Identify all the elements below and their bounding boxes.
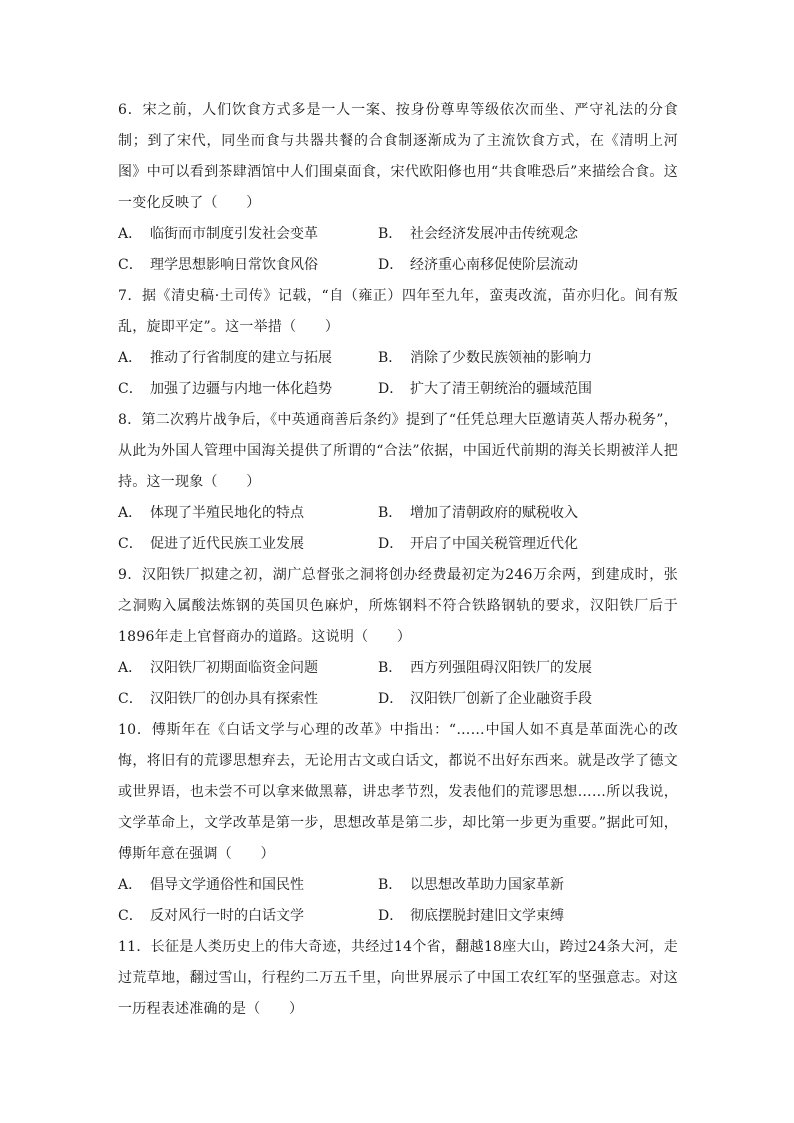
question-10 bbox=[118, 715, 678, 932]
option-c[interactable] bbox=[118, 901, 378, 932]
option-text: 消除了少数民族领袖的影响力 bbox=[410, 350, 592, 366]
option-grid bbox=[118, 498, 678, 560]
option-text: 增加了清朝政府的赋税收入 bbox=[410, 505, 578, 521]
option-letter: D． bbox=[378, 381, 404, 397]
option-a[interactable] bbox=[118, 343, 378, 374]
option-a[interactable] bbox=[118, 219, 378, 250]
option-c[interactable] bbox=[118, 529, 378, 560]
option-letter: C． bbox=[118, 536, 143, 552]
option-c[interactable] bbox=[118, 374, 378, 405]
question-stem: 7．据《清史稿·土司传》记载，“自（雍正）四年至九年，蛮夷改流，苗亦归化。间有叛乱，旋即平定”。这一举措（ ） bbox=[118, 288, 678, 335]
question-6 bbox=[118, 95, 678, 281]
question-list bbox=[118, 95, 678, 1025]
option-letter: C． bbox=[118, 691, 143, 707]
question-7 bbox=[118, 281, 678, 405]
option-text: 促进了近代民族工业发展 bbox=[150, 536, 304, 552]
question-stem: 10．傅斯年在《白话文学与心理的改革》中指出：“……中国人如不真是革面洗心的改悔，将旧有的荒谬思想弃去，无论用古文或白话文，都说不出好东西来。就是改学了德文或世界语，也未尝不可以拿来做黑幕，讲忠孝节烈，发表他们的荒谬思想……所以我说，文学革命上，文学改革是第一步，思想改革是第二步，却比第一步更为重要。”据此可知，傅斯年意在强调（ ） bbox=[118, 722, 678, 862]
option-letter: D． bbox=[378, 691, 404, 707]
question-9 bbox=[118, 560, 678, 715]
option-text: 社会经济发展冲击传统观念 bbox=[410, 226, 578, 242]
option-b[interactable] bbox=[378, 498, 678, 529]
option-letter: D． bbox=[378, 908, 404, 924]
option-text: 理学思想影响日常饮食风俗 bbox=[150, 257, 318, 273]
option-letter: B． bbox=[378, 877, 403, 893]
option-text: 以思想改革助力国家革新 bbox=[410, 877, 564, 893]
option-d[interactable] bbox=[378, 684, 678, 715]
question-stem: 8．第二次鸦片战争后，《中英通商善后条约》提到了“任凭总理大臣邀请英人帮办税务”，从此为外国人管理中国海关提供了所谓的“合法”依据，中国近代前期的海关长期被洋人把持。这一现象（ ） bbox=[118, 412, 678, 490]
option-letter: A． bbox=[118, 877, 143, 893]
option-letter: C． bbox=[118, 257, 143, 273]
option-text: 扩大了清王朝统治的疆域范围 bbox=[410, 381, 592, 397]
option-letter: B． bbox=[378, 350, 403, 366]
option-grid bbox=[118, 343, 678, 405]
option-letter: B． bbox=[378, 505, 403, 521]
option-letter: A． bbox=[118, 226, 143, 242]
question-stem: 6．宋之前，人们饮食方式多是一人一案、按身份尊卑等级依次而坐、严守礼法的分食制；到了宋代，同坐而食与共器共餐的合食制逐渐成为了主流饮食方式，在《清明上河图》中可以看到茶肆酒馆中人们围桌面食，宋代欧阳修也用“共食唯恐后”来描绘合食。这一变化反映了（ ） bbox=[118, 102, 678, 211]
option-c[interactable] bbox=[118, 684, 378, 715]
option-text: 加强了边疆与内地一体化趋势 bbox=[150, 381, 332, 397]
option-c[interactable] bbox=[118, 250, 378, 281]
option-text: 西方列强阻碍汉阳铁厂的发展 bbox=[410, 660, 592, 676]
option-letter: B． bbox=[378, 660, 403, 676]
option-letter: D． bbox=[378, 536, 404, 552]
question-stem: 9．汉阳铁厂拟建之初，湖广总督张之洞将创办经费最初定为246万余两，到建成时，张之洞购入属酸法炼钢的英国贝色麻炉，所炼钢料不符合铁路钢轨的要求，汉阳铁厂后于1896年走上官督商办的道路。这说明（ ） bbox=[118, 567, 678, 645]
option-grid bbox=[118, 219, 678, 281]
option-text: 经济重心南移促使阶层流动 bbox=[410, 257, 578, 273]
option-a[interactable] bbox=[118, 498, 378, 529]
option-a[interactable] bbox=[118, 653, 378, 684]
option-letter: C． bbox=[118, 381, 143, 397]
option-text: 倡导文学通俗性和国民性 bbox=[150, 877, 304, 893]
option-text: 汉阳铁厂初期面临资金问题 bbox=[150, 660, 318, 676]
option-text: 体现了半殖民地化的特点 bbox=[150, 505, 304, 521]
option-grid bbox=[118, 870, 678, 932]
option-letter: A． bbox=[118, 350, 143, 366]
option-letter: B． bbox=[378, 226, 403, 242]
option-text: 反对风行一时的白话文学 bbox=[150, 908, 304, 924]
option-d[interactable] bbox=[378, 250, 678, 281]
option-text: 临街而市制度引发社会变革 bbox=[150, 226, 318, 242]
option-letter: A． bbox=[118, 660, 143, 676]
option-b[interactable] bbox=[378, 343, 678, 374]
option-text: 汉阳铁厂创新了企业融资手段 bbox=[410, 691, 592, 707]
question-8 bbox=[118, 405, 678, 560]
option-letter: A． bbox=[118, 505, 143, 521]
option-text: 推动了行省制度的建立与拓展 bbox=[150, 350, 332, 366]
option-letter: D． bbox=[378, 257, 404, 273]
option-d[interactable] bbox=[378, 374, 678, 405]
option-grid bbox=[118, 653, 678, 715]
option-b[interactable] bbox=[378, 219, 678, 250]
option-letter: C． bbox=[118, 908, 143, 924]
option-d[interactable] bbox=[378, 901, 678, 932]
option-a[interactable] bbox=[118, 870, 378, 901]
option-text: 彻底摆脱封建旧文学束缚 bbox=[410, 908, 564, 924]
option-text: 汉阳铁厂的创办具有探索性 bbox=[150, 691, 318, 707]
option-text: 开启了中国关税管理近代化 bbox=[410, 536, 578, 552]
question-stem: 11．长征是人类历史上的伟大奇迹，共经过14个省，翻越18座大山，跨过24条大河，走过荒草地，翻过雪山，行程约二万五千里，向世界展示了中国工农红军的坚强意志。对这一历程表述准确的是（ ） bbox=[118, 939, 678, 1017]
option-b[interactable] bbox=[378, 870, 678, 901]
option-b[interactable] bbox=[378, 653, 678, 684]
question-11 bbox=[118, 932, 678, 1025]
option-d[interactable] bbox=[378, 529, 678, 560]
